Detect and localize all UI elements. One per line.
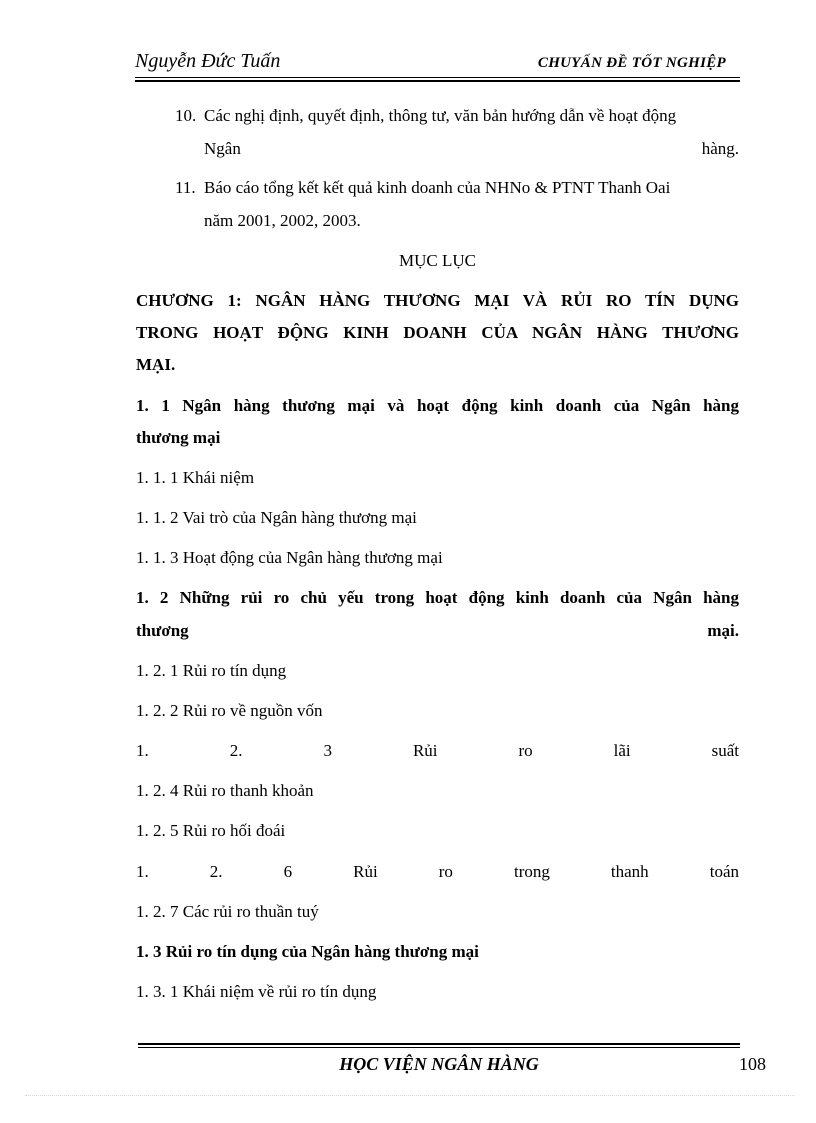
reference-item-10-cont xyxy=(204,138,739,160)
toc-chapter-1-line-1: CHƯƠNG 1: NGÂN HÀNG THƯƠNG MẠI VÀ RỦI RO TÍN DỤNG xyxy=(136,291,739,310)
toc-word: ro xyxy=(518,741,533,760)
reference-number: 10. xyxy=(175,106,197,125)
toc-section-1-1: 1. 1 Ngân hàng thương mại và hoạt động kinh doanh của Ngân hàng xyxy=(136,396,739,415)
reference-number: 11. xyxy=(175,178,196,197)
toc-word: 3 xyxy=(323,741,332,760)
toc-word: Rủi xyxy=(412,741,438,760)
reference-item-10 xyxy=(175,105,739,127)
toc-section-1-2-cont xyxy=(136,620,739,642)
header-rule-thick xyxy=(135,80,740,82)
toc-section-1-1-cont: thương mại xyxy=(136,428,221,447)
toc-entry-1-1-2: 1. 1. 2 Vai trò của Ngân hàng thương mại xyxy=(136,508,417,527)
toc-section-1-3: 1. 3 Rủi ro tín dụng của Ngân hàng thương mại xyxy=(136,942,479,961)
toc-word: toán xyxy=(709,862,740,881)
toc-chapter-1-line-3: MẠI. xyxy=(136,355,176,374)
page-bottom-dotted-border xyxy=(25,1095,795,1096)
reference-text: Các nghị định, quyết định, thông tư, văn bản hướng dẫn về hoạt động xyxy=(204,106,677,125)
header-title: CHUYẤN ĐỀ TỐT NGHIỆP xyxy=(537,55,726,71)
toc-word: trong xyxy=(513,862,550,881)
reference-item-11-cont: năm 2001, 2002, 2003. xyxy=(204,211,361,230)
footer-institution: HỌC VIỆN NGÂN HÀNG xyxy=(339,1054,539,1074)
toc-entry-1-2-7: 1. 2. 7 Các rủi ro thuần tuý xyxy=(136,902,319,921)
toc-heading: MỤC LỤC xyxy=(399,251,476,270)
reference-text: Báo cáo tổng kết kết quả kinh doanh của NHNo & PTNT Thanh Oai xyxy=(204,178,671,197)
toc-entry-1-2-5: 1. 2. 5 Rủi ro hối đoái xyxy=(136,821,286,840)
toc-word: 2. xyxy=(229,741,243,760)
toc-entry-1-2-1: 1. 2. 1 Rủi ro tín dụng xyxy=(136,661,287,680)
toc-entry-1-2-3 xyxy=(136,740,739,762)
footer-rule-thick xyxy=(138,1043,740,1045)
toc-word: mại. xyxy=(707,621,739,640)
toc-section-1-2: 1. 2 Những rủi ro chủ yếu trong hoạt động kinh doanh của Ngân hàng xyxy=(136,588,739,607)
toc-word: thương xyxy=(136,621,189,640)
reference-item-11 xyxy=(175,177,739,199)
toc-word: lãi xyxy=(613,741,631,760)
toc-chapter-1-line-2: TRONG HOẠT ĐỘNG KINH DOANH CỦA NGÂN HÀNG THƯƠNG xyxy=(136,323,739,342)
toc-word: suất xyxy=(711,741,740,760)
toc-word: 6 xyxy=(283,862,293,881)
toc-word: 1. xyxy=(136,862,149,881)
toc-entry-1-1-3: 1. 1. 3 Hoạt động của Ngân hàng thương mại xyxy=(136,548,443,567)
toc-word: ro xyxy=(438,862,453,881)
toc-word: thanh xyxy=(610,862,649,881)
toc-word: 1. xyxy=(136,741,149,760)
header-rule xyxy=(135,77,740,78)
page-number: 108 xyxy=(739,1054,766,1074)
toc-word: Rủi xyxy=(353,862,378,881)
toc-entry-1-2-4: 1. 2. 4 Rủi ro thanh khoản xyxy=(136,781,314,800)
reference-word: Ngân xyxy=(204,139,241,158)
toc-entry-1-1-1: 1. 1. 1 Khái niệm xyxy=(136,468,255,487)
footer-rule xyxy=(138,1047,740,1048)
reference-word: hàng. xyxy=(701,139,739,158)
toc-word: 2. xyxy=(209,862,223,881)
toc-entry-1-3-1: 1. 3. 1 Khái niệm về rủi ro tín dụng xyxy=(136,982,377,1001)
header-author: Nguyễn Đức Tuấn xyxy=(135,50,281,72)
toc-entry-1-2-2: 1. 2. 2 Rủi ro về nguồn vốn xyxy=(136,701,323,720)
toc-entry-1-2-6 xyxy=(136,861,739,883)
